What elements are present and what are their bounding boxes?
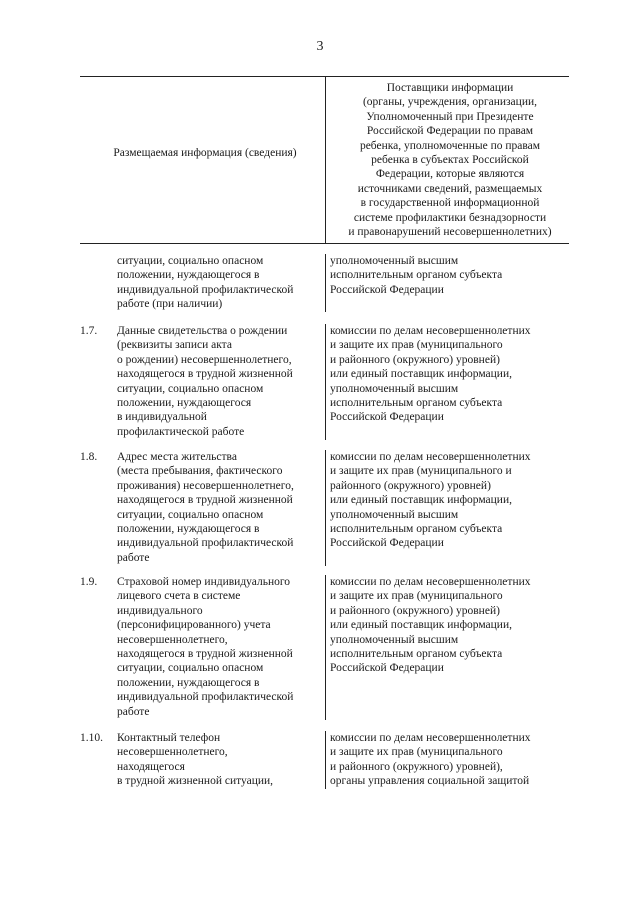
row-provider-text: комиссии по делам несовершеннолетних и защите их прав (муниципального и районного (окружного) уровней) или единый поставщик информации, уполномоченный высшим исполнительным органом субъекта Российской Федерации bbox=[330, 325, 531, 424]
row-provider-text: комиссии по делам несовершеннолетних и защите их прав (муниципального и районного (окружного) уровней) или единый поставщик информации, уполномоченный высшим исполнительным органом субъекта Российской Федерации bbox=[330, 451, 531, 550]
row-number: 1.7. bbox=[80, 325, 98, 337]
row-info-text: ситуации, социально опасном положении, нуждающегося в индивидуальной профилактической работе (при наличии) bbox=[117, 255, 294, 311]
row-provider-text: уполномоченный высшим исполнительным органом субъекта Российской Федерации bbox=[330, 255, 503, 296]
header-left-cell: Размещаемая информация (сведения) bbox=[113, 147, 297, 159]
row-number: 1.10. bbox=[80, 732, 103, 744]
header-right-cell: Поставщики информации (органы, учреждения, организации, Уполномоченный при Президенте Российской Федерации по правам ребенка, уполномоченные по правам ребенка в субъектах Российской Федерации, которые являются источниками сведений, размещаемых в государственной информационной системе профилактики безнадзорности и правонарушений несовершеннолетних) bbox=[348, 82, 552, 239]
column-divider bbox=[325, 575, 326, 720]
row-info-text: Страховой номер индивидуального лицевого счета в системе индивидуального (персонифицированного) учета несовершеннолетнего, находящегося в трудной жизненной ситуации, социально опасном положении, нуждающегося в индивидуальной профилактической работе bbox=[117, 576, 294, 718]
column-divider bbox=[325, 450, 326, 566]
row-number: 1.8. bbox=[80, 451, 98, 463]
row-provider-text: комиссии по делам несовершеннолетних и защите их прав (муниципального и районного (окружного) уровней), органы управления социальной защитой bbox=[330, 732, 531, 788]
row-info-text: Контактный телефон несовершеннолетнего, находящегося в трудной жизненной ситуации, bbox=[117, 732, 274, 788]
column-divider bbox=[325, 324, 326, 440]
row-info-text: Данные свидетельства о рождении (реквизиты записи акта о рождении) несовершеннолетнего, находящегося в трудной жизненной ситуации, социально опасном положении, нуждающегося в индивидуальной профилактической работе bbox=[117, 325, 293, 438]
column-divider bbox=[325, 254, 326, 312]
row-info-text: Адрес места жительства (места пребывания, фактического проживания) несовершеннолетнего, находящегося в трудной жизненной ситуации, социально опасном положении, нуждающегося в индивидуальной профилактической работе bbox=[117, 451, 294, 564]
header-bottom-rule bbox=[80, 243, 569, 244]
row-number: 1.9. bbox=[80, 576, 98, 588]
column-divider bbox=[325, 731, 326, 789]
row-provider-text: комиссии по делам несовершеннолетних и защите их прав (муниципального и районного (окружного) уровней) или единый поставщик информации, уполномоченный высшим исполнительным органом субъекта Российской Федерации bbox=[330, 576, 531, 675]
page-number: 3 bbox=[316, 39, 324, 54]
